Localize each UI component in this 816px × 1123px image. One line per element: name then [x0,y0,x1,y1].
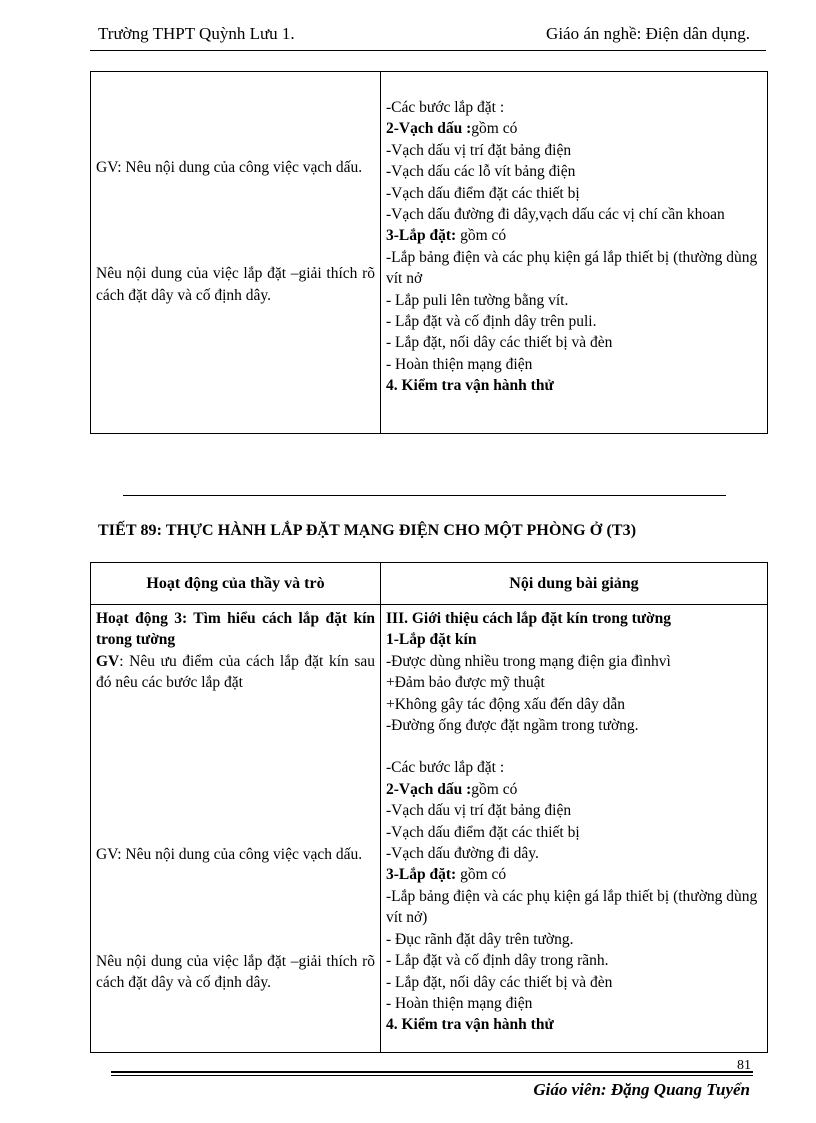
content-line: - Lắp đặt và cố định dây trong rãnh. [386,952,609,970]
content-line: 2-Vạch dấu :gồm có [386,780,518,798]
content-line: - Hoàn thiện mạng điện [386,994,533,1012]
content-line: -Các bước lắp đặt : [386,99,505,116]
content-cell [381,72,768,434]
content-line: 4. Kiểm tra vận hành thử [386,377,554,395]
content-line: -Vạch dấu đường đi dây. [386,845,539,863]
content-line: -Lắp bảng điện và các phụ kiện gá lắp thiết bị (thường dùng vít nở [386,248,758,288]
content-line: - Lắp puli lên tường bằng vít. [386,291,569,309]
lesson-title: TIẾT 89: THỰC HÀNH LẮP ĐẶT MẠNG ĐIỆN CHO MỘT PHÒNG Ở (T3) [98,522,637,539]
table-row [91,605,768,1053]
content-line: -Vạch dấu vị trí đặt bảng điện [386,802,572,820]
content-line: +Đảm bảo được mỹ thuật [386,674,545,692]
content-line: - Đục rãnh đặt dây trên tường. [386,930,574,948]
table-header-row [91,563,768,605]
content-line: +Không gây tác động xấu đến dây dẫn [386,695,626,713]
content-line: -Các bước lắp đặt : [386,759,505,777]
content-line: 2-Vạch dấu :gồm có [386,120,518,138]
left-paragraph: Nêu nội dung của việc lắp đặt –giải thích rõ cách đặt dây và cố định dây. [96,265,375,304]
content-line: -Lắp bảng điện và các phụ kiện gá lắp thiết bị (thường dùng vít nở) [386,887,758,927]
section-divider [123,495,726,496]
footer-rule [111,1071,753,1073]
content-line: - Lắp đặt, nối dây các thiết bị và đèn [386,973,613,991]
content-line: 3-Lắp đặt: gồm có [386,227,507,245]
column-header-content: Nội dung bài giảng [381,563,768,605]
content-line: 3-Lắp đặt: gồm có [386,866,507,884]
activity-title: Hoạt động 3: Tìm hiểu cách lắp đặt kín trong tường [96,610,375,649]
sub-heading: 1-Lắp đặt kín [386,631,477,649]
left-paragraph: Nêu nội dung của việc lắp đặt –giải thích rõ cách đặt dây và cố định dây. [96,953,375,992]
content-line: -Vạch dấu điểm đặt các thiết bị [386,184,580,202]
page-number: 81 [737,1058,751,1073]
content-line: -Vạch dấu điểm đặt các thiết bị [386,823,580,841]
content-line: - Lắp đặt và cố định dây trên puli. [386,313,597,331]
content-line: - Hoàn thiện mạng điện [386,355,533,373]
lesson-table [90,562,768,1053]
left-paragraph: GV: Nêu nội dung của công việc vạch dấu. [96,159,363,176]
content-line: 4. Kiểm tra vận hành thử [386,1016,554,1034]
section-heading: III. Giới thiệu cách lắp đặt kín trong tường [386,610,671,627]
content-line: -Đường ống được đặt ngầm trong tường. [386,717,639,735]
header-subject: Giáo án nghề: Điện dân dụng. [546,24,750,43]
table-row [91,72,768,434]
header-school: Trường THPT Quỳnh Lưu 1. [98,24,295,43]
continuation-table [90,71,768,434]
left-paragraph: GV: Nêu nội dung của công việc vạch dấu. [96,845,363,863]
column-header-activity: Hoạt động của thầy và trò [91,563,381,605]
content-cell [381,605,768,1053]
header-rule [90,50,766,51]
content-line: -Vạch dấu vị trí đặt bảng điện [386,141,572,159]
left-paragraph: GV: Nêu ưu điểm của cách lắp đặt kín sau đó nêu các bước lắp đặt [96,652,375,692]
activity-cell [91,605,381,1053]
activity-cell [91,72,381,434]
footer-rule [111,1075,753,1076]
footer-teacher: Giáo viên: Đặng Quang Tuyển [533,1080,750,1099]
content-line: -Vạch dấu các lỗ vít bảng điện [386,163,576,181]
content-line: -Được dùng nhiều trong mạng điện gia đìnhvì [386,652,671,670]
content-line: - Lắp đặt, nối dây các thiết bị và đèn [386,334,613,352]
content-line: -Vạch dấu đường đi dây,vạch dấu các vị chí cần khoan [386,206,725,224]
